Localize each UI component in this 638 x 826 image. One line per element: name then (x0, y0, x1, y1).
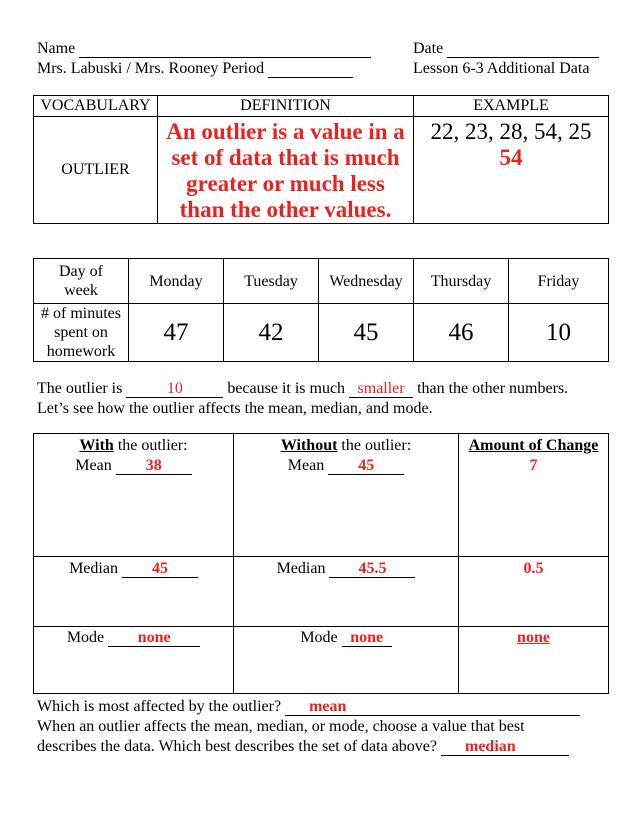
vocabulary-table (33, 95, 609, 224)
outlier-answer[interactable]: 10 (126, 381, 223, 398)
without-header (234, 437, 458, 455)
question-most-affected (37, 698, 580, 716)
with-rest: the outlier: (113, 437, 188, 454)
without-mode-answer[interactable]: none (342, 630, 392, 647)
change-mean-cell (459, 434, 609, 557)
definition-header: DEFINITION (158, 96, 414, 117)
minutes-friday: 10 (509, 304, 609, 362)
without-word: Without (280, 437, 338, 454)
with-median-answer[interactable]: 45 (122, 561, 198, 578)
mean-label: Mean (75, 457, 112, 474)
definition-line: than the other values. (179, 197, 392, 222)
sentence-text: The outlier is (37, 380, 123, 397)
with-word: With (79, 437, 114, 454)
minutes-wednesday: 45 (319, 304, 414, 362)
name-blank[interactable] (79, 41, 371, 58)
vocab-term: OUTLIER (34, 117, 158, 224)
without-median-row (234, 560, 458, 578)
most-affected-answer[interactable]: mean (285, 699, 580, 716)
name-label: Name (37, 40, 76, 57)
with-median-row (34, 560, 233, 578)
without-mean-cell (234, 434, 459, 557)
row-label-line: # of minutes (41, 305, 121, 322)
minutes-thursday: 46 (414, 304, 509, 362)
without-rest: the outlier: (337, 437, 412, 454)
row-label-minutes (34, 304, 129, 362)
without-median-answer[interactable]: 45.5 (329, 561, 415, 578)
without-median-cell (234, 557, 459, 627)
day-monday: Monday (129, 259, 224, 304)
without-mode-cell (234, 627, 459, 694)
row-label-line: Day of (59, 263, 103, 280)
sentence-text: than the other numbers. (417, 380, 569, 397)
with-mean-answer[interactable]: 38 (116, 458, 192, 475)
change-median-cell (459, 557, 609, 627)
change-header: Amount of Change (468, 437, 599, 454)
example-values: 22, 23, 28, 54, 25 (430, 119, 592, 144)
name-line (37, 40, 371, 58)
question-text: describes the data. Which best describes the set of data above? (37, 738, 437, 755)
question-best-line2 (37, 738, 569, 756)
question-text: Which is most affected by the outlier? (37, 698, 282, 715)
period-blank[interactable] (268, 61, 353, 78)
date-blank[interactable] (447, 41, 599, 58)
day-wednesday: Wednesday (319, 259, 414, 304)
date-line (413, 40, 599, 58)
change-mean: 7 (529, 457, 538, 474)
lesson-title: Lesson 6-3 Additional Data (413, 60, 590, 77)
instruction-sentence: Let’s see how the outlier affects the mean, median, and mode. (37, 400, 433, 417)
example-answer: 54 (499, 145, 523, 170)
definition-cell (158, 117, 414, 224)
mean-label: Mean (287, 457, 325, 474)
definition-line: greater or much less (186, 171, 385, 196)
vocab-header: VOCABULARY (34, 96, 158, 117)
mode-label: Mode (66, 629, 105, 646)
homework-table (33, 258, 609, 362)
with-mean-cell (34, 434, 234, 557)
row-label-line: homework (46, 343, 116, 360)
with-mode-answer[interactable]: none (108, 630, 200, 647)
definition-line: set of data that is much (171, 145, 400, 170)
without-mean-answer[interactable]: 45 (328, 458, 404, 475)
median-label: Median (276, 560, 326, 577)
comparison-table (33, 433, 609, 694)
question-best-line1: When an outlier affects the mean, median, or mode, choose a value that best (37, 718, 525, 735)
with-mean-row (34, 457, 233, 475)
row-label-line: spent on (54, 324, 108, 341)
without-mode-row (234, 629, 458, 647)
minutes-monday: 47 (129, 304, 224, 362)
with-mode-cell (34, 627, 234, 694)
outlier-sentence (37, 380, 568, 398)
with-header (34, 437, 233, 455)
definition-line: An outlier is a value in a (166, 119, 405, 144)
example-cell (414, 117, 609, 224)
median-label: Median (69, 560, 118, 577)
example-header: EXAMPLE (414, 96, 609, 117)
day-tuesday: Tuesday (224, 259, 319, 304)
teacher-period-label: Mrs. Labuski / Mrs. Rooney Period (37, 60, 265, 77)
best-describes-answer[interactable]: median (441, 739, 569, 756)
without-mean-row (234, 457, 458, 475)
mode-label: Mode (300, 629, 338, 646)
with-mode-row (34, 629, 233, 647)
day-thursday: Thursday (414, 259, 509, 304)
change-median: 0.5 (523, 560, 544, 577)
comparison-answer[interactable]: smaller (349, 381, 413, 398)
row-label-line: week (64, 282, 98, 299)
change-mode: none (517, 629, 550, 646)
minutes-tuesday: 42 (224, 304, 319, 362)
with-median-cell (34, 557, 234, 627)
row-label-day (34, 259, 129, 304)
day-friday: Friday (509, 259, 609, 304)
teacher-period-line (37, 60, 353, 78)
date-label: Date (413, 40, 444, 57)
sentence-text: because it is much (227, 380, 346, 397)
change-mode-cell (459, 627, 609, 694)
